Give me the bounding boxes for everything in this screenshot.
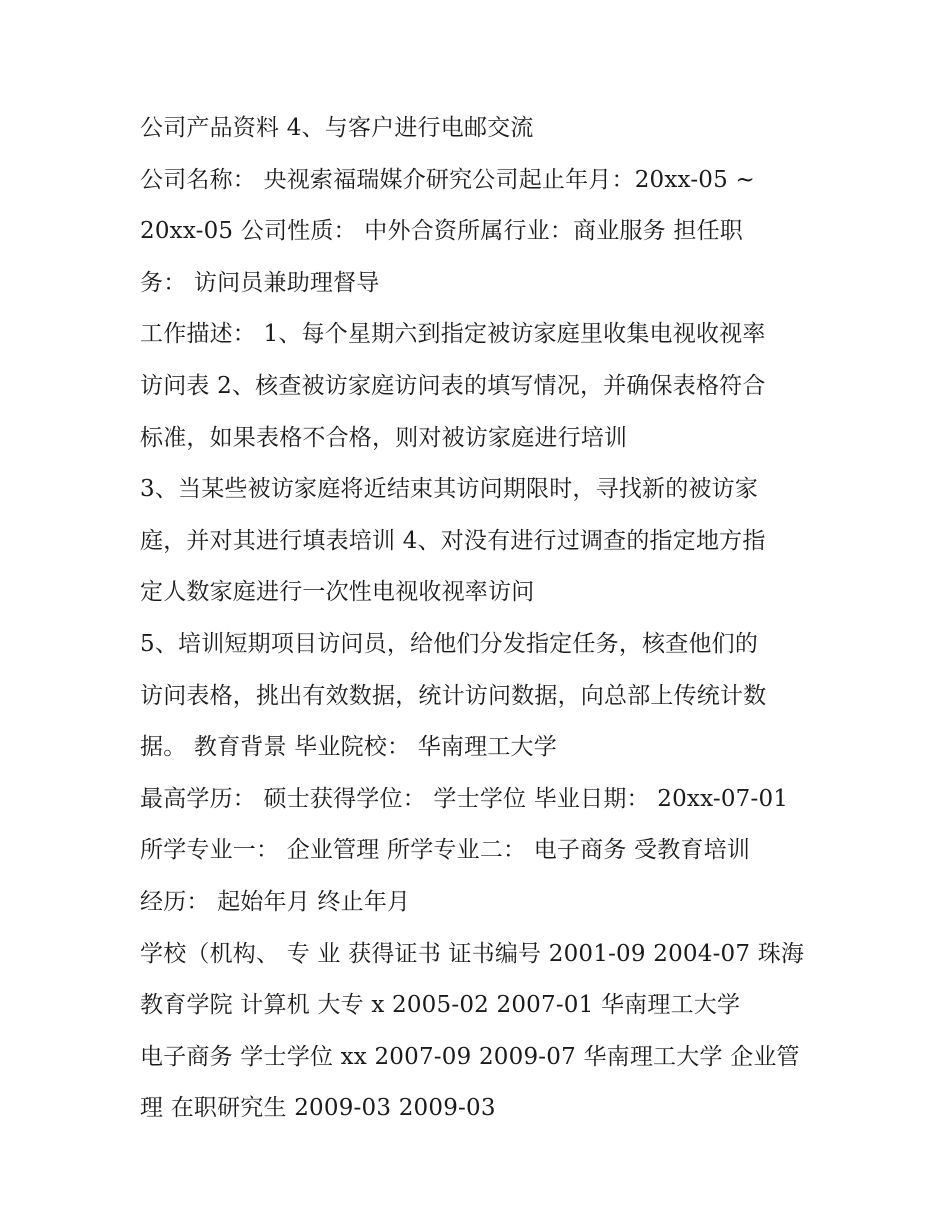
text-line: 教育学院 计算机 大专 x 2005-02 2007-01 华南理工大学 <box>140 992 741 1019</box>
text-line: 20xx-05 公司性质： 中外合资所属行业：商业服务 担任职 <box>140 218 743 245</box>
text-line: 据。 教育背景 毕业院校： 华南理工大学 <box>140 734 557 761</box>
document-body <box>140 103 830 1135</box>
text-line: 工作描述： 1、每个星期六到指定被访家庭里收集电视收视率 <box>140 321 766 348</box>
text-line: 公司产品资料 4、与客户进行电邮交流 <box>140 115 534 141</box>
text-line: 定人数家庭进行一次性电视收视率访问 <box>140 579 535 606</box>
text-line: 访问表格，挑出有效数据，统计访问数据，向总部上传统计数 <box>140 682 767 709</box>
text-line: 电子商务 学士学位 xx 2007-09 2009-07 华南理工大学 企业管 <box>140 1043 800 1070</box>
text-line: 访问表 2、核查被访家庭访问表的填写情况，并确保表格符合 <box>140 372 766 399</box>
text-line: 务： 访问员兼助理督导 <box>140 269 380 296</box>
text-line: 经历： 起始年月 终止年月 <box>140 888 411 915</box>
text-line: 所学专业一： 企业管理 所学专业二： 电子商务 受教育培训 <box>140 837 751 864</box>
text-line: 最高学历： 硕士获得学位： 学士学位 毕业日期： 20xx-07-01 <box>140 785 789 812</box>
text-line: 5、培训短期项目访问员，给他们分发指定任务，核查他们的 <box>140 630 759 657</box>
text-line: 学校（机构、 专 业 获得证书 证书编号 2001-09 2004-07 珠海 <box>140 940 805 967</box>
text-line: 庭，并对其进行填表培训 4、对没有进行过调查的指定地方指 <box>140 527 766 554</box>
text-line: 理 在职研究生 2009-03 2009-03 <box>140 1095 496 1122</box>
text-line: 标准，如果表格不合格，则对被访家庭进行培训 <box>140 424 628 451</box>
text-line: 3、当某些被访家庭将近结束其访问期限时，寻找新的被访家 <box>140 476 759 503</box>
text-line: 公司名称： 央视索福瑞媒介研究公司起止年月：20xx-05 ~ <box>140 166 755 193</box>
